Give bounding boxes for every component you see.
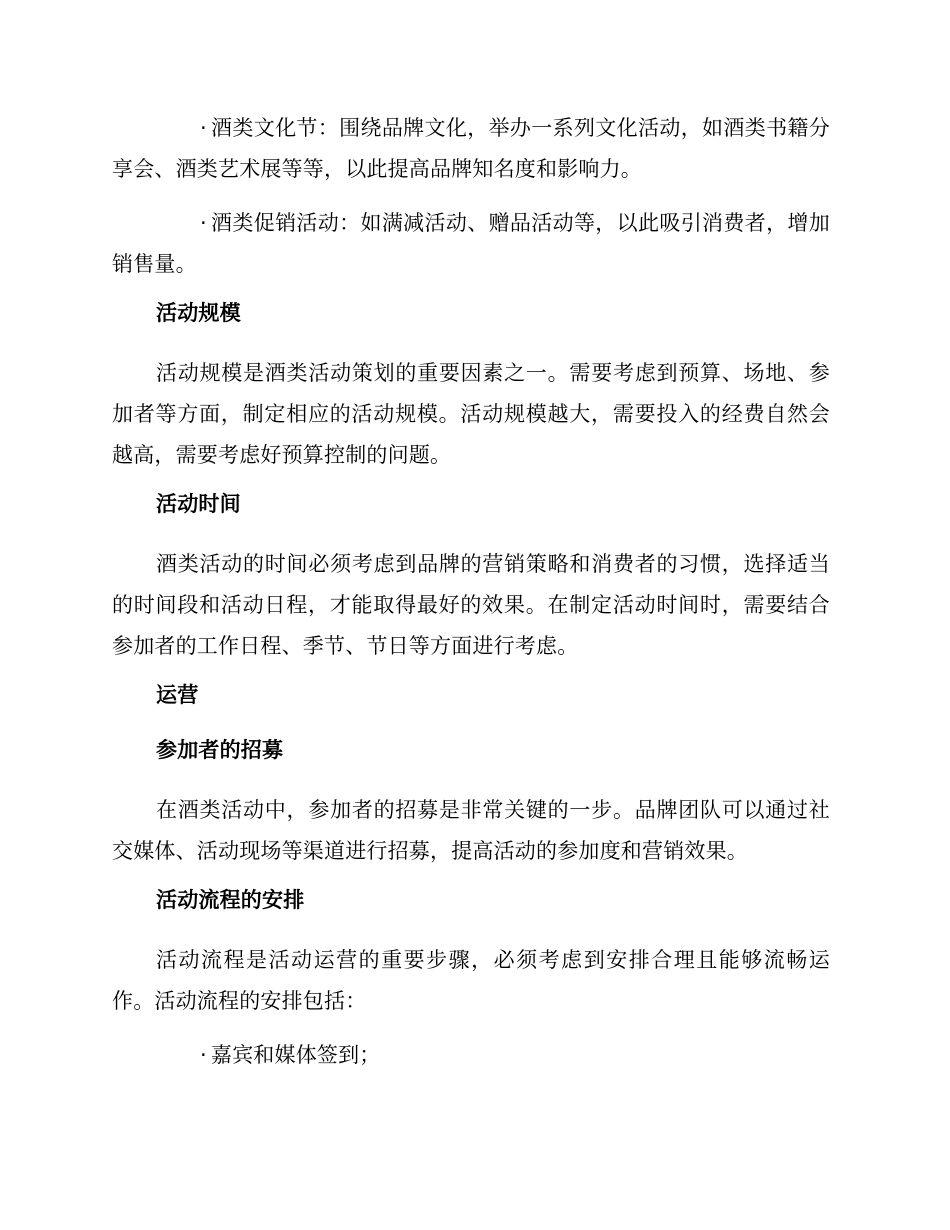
bullet-text: 酒类促销活动：如满减活动、赠品活动等，以此吸引消费者，增加销售量。: [112, 211, 830, 276]
bullet-marker: ·: [200, 1043, 207, 1067]
bullet-marker: ·: [200, 211, 207, 235]
section-heading: 运营: [156, 683, 199, 707]
section-heading: 参加者的招募: [156, 738, 284, 762]
body-paragraph: 活动流程是活动运营的重要步骤，必须考虑到安排合理且能够流畅运作。活动流程的安排包括：: [112, 948, 830, 1013]
section-heading: 活动规模: [156, 301, 241, 325]
bullet-item: [112, 108, 830, 190]
bullet-item: [112, 1035, 830, 1076]
body-paragraph: 在酒类活动中，参加者的招募是非常关键的一步。品牌团队可以通过社交媒体、活动现场等渠道进行招募，提高活动的参加度和营销效果。: [112, 798, 830, 863]
section-heading: 活动流程的安排: [156, 888, 305, 912]
bullet-text: 嘉宾和媒体签到；: [210, 1043, 381, 1067]
bullet-marker: ·: [200, 116, 207, 140]
body-paragraph: 活动规模是酒类活动策划的重要因素之一。需要考虑到预算、场地、参加者等方面，制定相应的活动规模。活动规模越大，需要投入的经费自然会越高，需要考虑好预算控制的问题。: [112, 361, 830, 467]
document-page: [112, 108, 830, 1089]
body-paragraph: 酒类活动的时间必须考虑到品牌的营销策略和消费者的习惯，选择适当的时间段和活动日程，才能取得最好的效果。在制定活动时间时，需要结合参加者的工作日程、季节、节日等方面进行考虑。: [112, 552, 830, 658]
bullet-text: 酒类文化节：围绕品牌文化，举办一系列文化活动，如酒类书籍分享会、酒类艺术展等等，以此提高品牌知名度和影响力。: [112, 116, 830, 181]
section-heading: 活动时间: [156, 492, 241, 516]
bullet-item: [112, 203, 830, 285]
